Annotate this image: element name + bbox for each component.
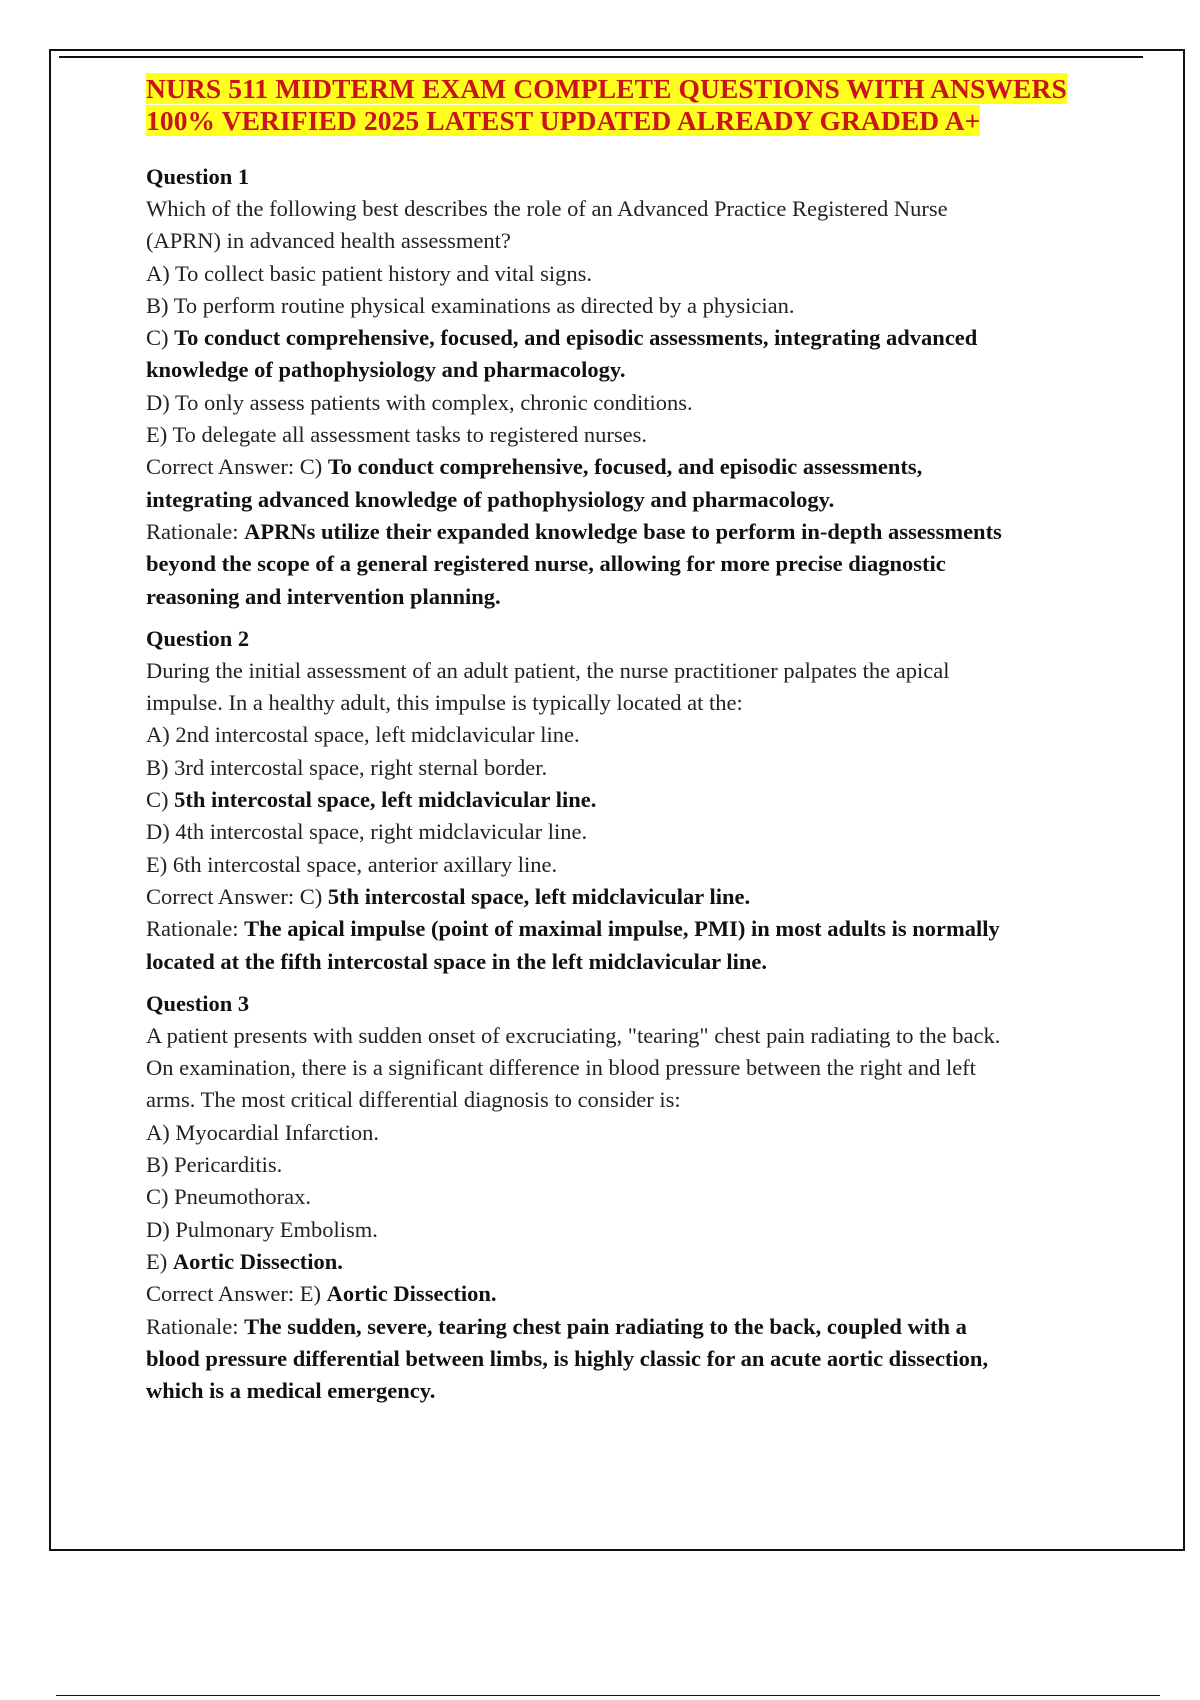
rationale-text-cont: reasoning and intervention planning. <box>146 583 501 609</box>
question-stem-line: On examination, there is a significant difference in blood pressure between the right and left <box>146 1055 976 1081</box>
answer-text: To conduct comprehensive, focused, and episodic assessments, <box>327 454 923 480</box>
answer-letter: C) <box>299 454 328 480</box>
question-stem-line: Which of the following best describes the role of an Advanced Practice Registered Nurse <box>146 196 948 221</box>
question-3 <box>146 988 1126 1408</box>
title-line-1: NURS 511 MIDTERM EXAM COMPLETE QUESTIONS WITH ANSWERS <box>146 73 1067 104</box>
option-a: A) 2nd intercostal space, left midclavicular line. <box>146 722 580 748</box>
document-content <box>146 73 1126 1417</box>
option-b: B) To perform routine physical examinations as directed by a physician. <box>146 292 795 318</box>
correct-option-text: Aortic Dissection. <box>172 1248 343 1274</box>
question-1 <box>146 161 1126 613</box>
question-2 <box>146 623 1126 978</box>
option-e: E) To delegate all assessment tasks to registered nurses. <box>146 422 647 448</box>
rationale-text-cont: which is a medical emergency. <box>146 1378 436 1404</box>
rationale-text-cont: located at the fifth intercostal space in the left midclavicular line. <box>146 948 767 974</box>
title-line-2: 100% VERIFIED 2025 LATEST UPDATED ALREADY GRADED A+ <box>146 105 981 136</box>
question-stem-line: impulse. In a healthy adult, this impulse is typically located at the: <box>146 690 743 716</box>
answer-letter: C) <box>299 883 328 909</box>
correct-answer-label: Correct Answer: <box>146 454 300 480</box>
answer-letter: E) <box>299 1281 327 1307</box>
correct-answer-label: Correct Answer: <box>146 883 300 909</box>
correct-answer <box>146 451 1126 483</box>
option-a: A) Myocardial Infarction. <box>146 1119 380 1145</box>
rationale-text: APRNs utilize their expanded knowledge base to perform in-depth assessments <box>244 518 1002 544</box>
rationale-text: The sudden, severe, tearing chest pain radiating to the back, coupled with a <box>244 1313 967 1339</box>
rationale-text-cont: blood pressure differential between limbs, is highly classic for an acute aortic dissection, <box>146 1345 989 1371</box>
option-d: D) To only assess patients with complex, chronic conditions. <box>146 389 693 415</box>
option-letter: C) <box>146 787 175 813</box>
option-e <box>146 1246 1126 1278</box>
option-c <box>146 784 1126 816</box>
question-heading: Question 1 <box>146 164 250 189</box>
rationale-label: Rationale: <box>146 916 245 942</box>
rationale-label: Rationale: <box>146 518 245 544</box>
option-d: D) 4th intercostal space, right midclavicular line. <box>146 819 588 845</box>
rationale <box>146 516 1126 548</box>
option-letter: C) <box>146 325 175 351</box>
question-stem-line: A patient presents with sudden onset of excruciating, "tearing" chest pain radiating to the back. <box>146 1022 1001 1048</box>
question-heading: Question 3 <box>146 990 250 1016</box>
correct-answer-label: Correct Answer: <box>146 1281 300 1307</box>
document-title <box>146 73 1126 137</box>
question-heading: Question 2 <box>146 625 250 651</box>
option-a: A) To collect basic patient history and vital signs. <box>146 260 593 286</box>
correct-option-text: To conduct comprehensive, focused, and episodic assessments, integrating advanced <box>174 325 978 351</box>
answer-text: Aortic Dissection. <box>326 1281 497 1307</box>
question-stem-line: During the initial assessment of an adult patient, the nurse practitioner palpates the apical <box>146 657 950 683</box>
question-stem-line: (APRN) in advanced health assessment? <box>146 228 511 254</box>
option-letter: E) <box>146 1248 173 1274</box>
option-e: E) 6th intercostal space, anterior axillary line. <box>146 851 558 877</box>
answer-text: 5th intercostal space, left midclavicular line. <box>327 883 751 909</box>
answer-text-cont: integrating advanced knowledge of pathophysiology and pharmacology. <box>146 486 835 512</box>
option-c <box>146 322 1126 354</box>
top-rule <box>59 56 1143 58</box>
option-d: D) Pulmonary Embolism. <box>146 1216 378 1242</box>
rationale <box>146 1311 1126 1343</box>
rationale-label: Rationale: <box>146 1313 245 1339</box>
correct-answer <box>146 1278 1126 1310</box>
question-stem-line: arms. The most critical differential diagnosis to consider is: <box>146 1087 681 1113</box>
rationale-text-cont: beyond the scope of a general registered nurse, allowing for more precise diagnostic <box>146 551 946 577</box>
correct-option-text-cont: knowledge of pathophysiology and pharmacology. <box>146 357 626 383</box>
rationale-text: The apical impulse (point of maximal impulse, PMI) in most adults is normally <box>244 916 1000 942</box>
correct-answer <box>146 881 1126 913</box>
option-b: B) Pericarditis. <box>146 1152 283 1178</box>
option-b: B) 3rd intercostal space, right sternal border. <box>146 754 548 780</box>
correct-option-text: 5th intercostal space, left midclavicular line. <box>174 787 597 813</box>
page-break-rule <box>56 1695 1160 1696</box>
option-c: C) Pneumothorax. <box>146 1184 311 1210</box>
page-border <box>49 49 1185 1551</box>
rationale <box>146 913 1126 945</box>
